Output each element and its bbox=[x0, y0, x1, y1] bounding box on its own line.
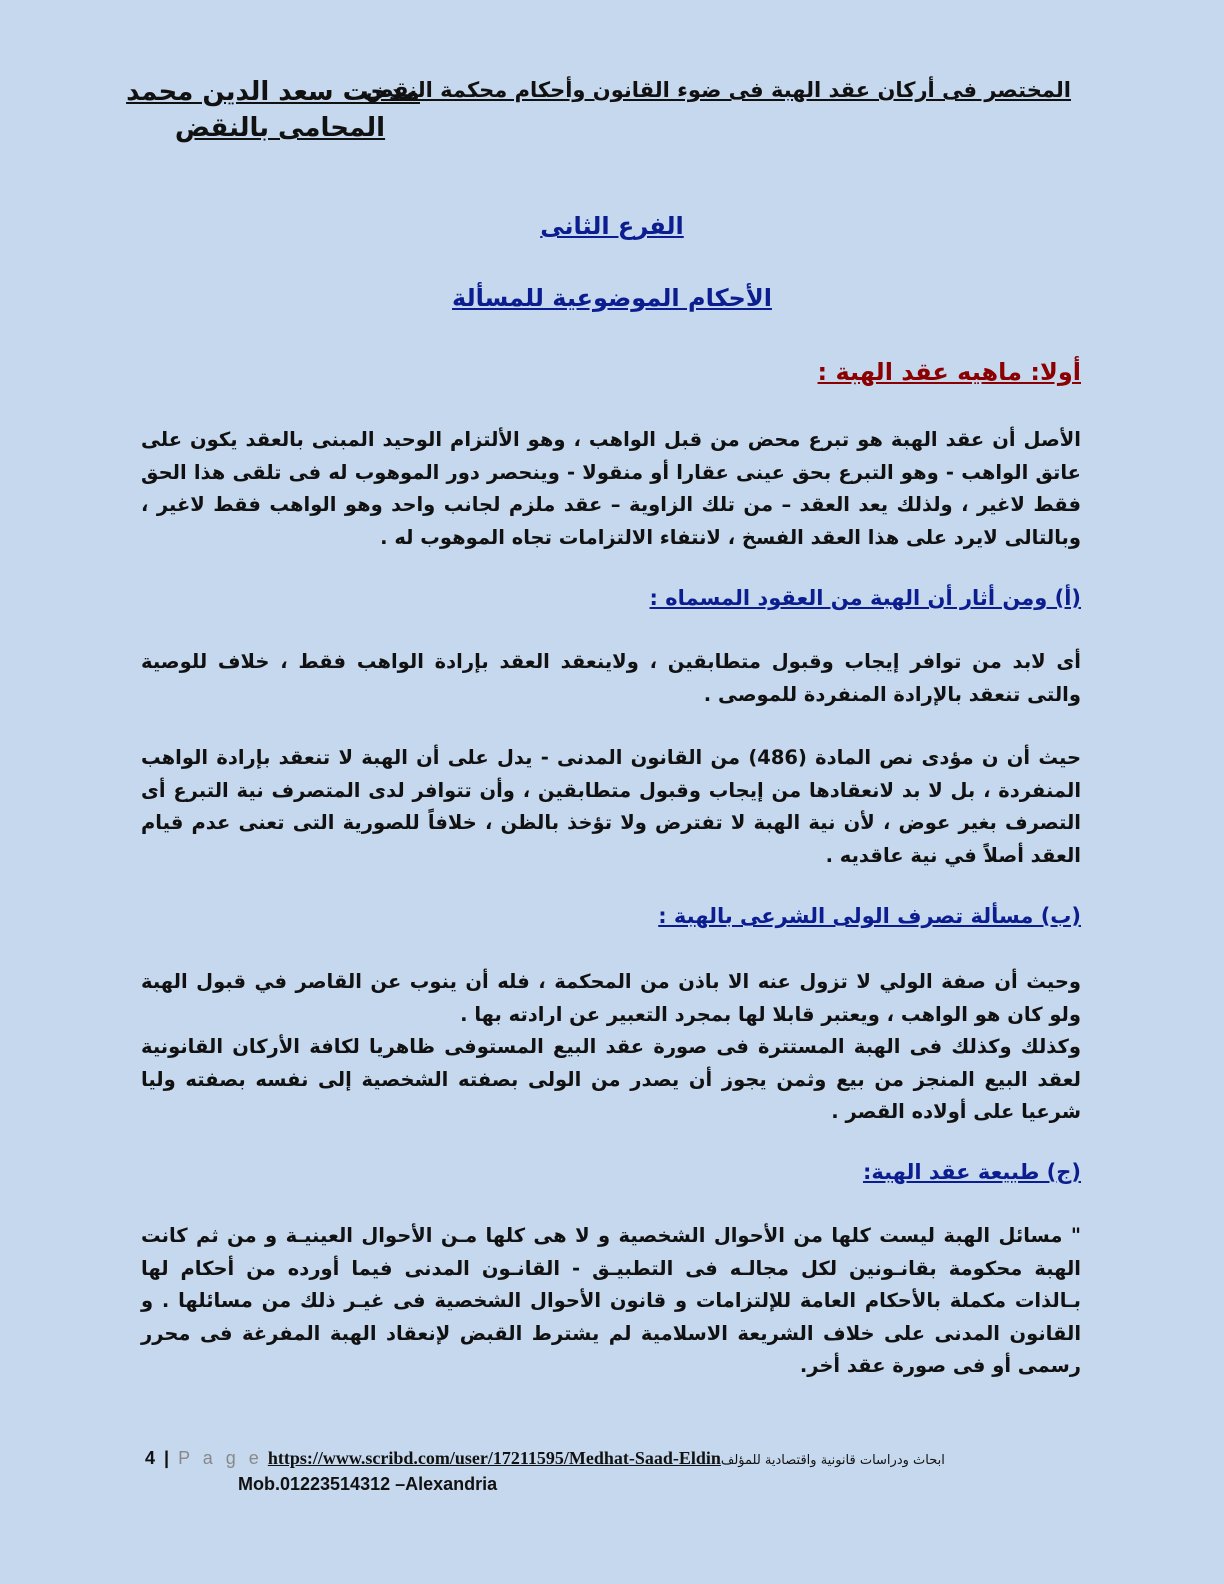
page-label: P a g e bbox=[178, 1448, 263, 1468]
author-name: مدحت سعد الدين محمد bbox=[126, 77, 420, 107]
author-url-link[interactable]: https://www.scribd.com/user/17211595/Medhat-Saad-Eldin bbox=[267, 1448, 721, 1468]
heading-a: (أ) ومن أثار أن الهبة من العقود المسماه : bbox=[649, 586, 1081, 610]
author-note: ابحاث ودراسات قانونية واقتصادية للمؤلف bbox=[720, 1453, 945, 1468]
paragraph-hidden-gift: وكذلك وكذلك فى الهبة المستترة فى صورة عقد البيع المستوفى ظاهريا لكافة الأركان القانونية لعقد البيع المنجز من بيع وثمن يجوز أن يصدر من الولى بصفته الشخصية إلى نفسه بصفته وليا شرعيا على أولاده القصر . bbox=[141, 1035, 1081, 1123]
author-block bbox=[126, 74, 420, 146]
branch-title: الفرع الثانى bbox=[540, 212, 684, 240]
section-title: الأحكام الموضوعية للمسألة bbox=[452, 284, 772, 312]
page-footer bbox=[145, 1448, 1045, 1469]
heading-b: (ب) مسألة تصرف الولى الشرعى بالهبة : bbox=[658, 904, 1081, 928]
heading-c: (ج) طبيعة عقد الهبة: bbox=[862, 1160, 1081, 1184]
heading-definition: أولا: ماهيه عقد الهبة : bbox=[817, 358, 1081, 386]
page-separator: | bbox=[164, 1448, 170, 1468]
paragraph-guardian: وحيث أن صفة الولي لا تزول عنه الا باذن من المحكمة ، فله أن ينوب عن القاصر في قبول الهبة ولو كان هو الواهب ، ويعتبر قابلا لها بمجرد التعبير عن ارادته بها . bbox=[141, 970, 1081, 1026]
paragraph-article-486: حيث أن ن مؤدى نص المادة (486) من القانون المدنى - يدل على أن الهبة لا تنعقد بإرادة الواهب المنفردة ، بل لا بد لانعقادها من إيجاب وقبول متطابقين ، وأن تتوافر لدى المتصرف نية التبرع أى التصرف بغير عوض ، لأن نية الهبة لا تفترض ولا تؤخذ بالظن ، خلافاً للصورية التى تعنى عدم قيام العقد أصلاً في نية عاقديه . bbox=[141, 746, 1082, 867]
paragraph-nature: " مسائل الهبة ليست كلها من الأحوال الشخصية و لا هى كلها مـن الأحوال العينيـة و من ثم كانت الهبة محكومة بقانـونين لكل مجالـه فى التطبيـق - القانـون المدنى فيما أورده من أحكام لها بـالذات مكملة بالأحكام العامة للإلتزامات و قانون الأحوال الشخصية فى غيـر ذلك من مسائلها . و القانون المدنى على خلاف الشريعة الاسلامية لم يشترط القبض لإنعقاد الهبة المفرغة فى محرر رسمى أو فى صورة عقد أخر. bbox=[141, 1224, 1081, 1377]
mobile-contact: Mob.01223514312 –Alexandria bbox=[238, 1474, 498, 1494]
paragraph-offer-acceptance: أى لابد من توافر إيجاب وقبول متطابقين ، ولاينعقد العقد بإرادة الواهب فقط ، خلاف للوصية والتى تنعقد بالإرادة المنفردة للموصى . bbox=[141, 650, 1081, 706]
paragraph-definition: الأصل أن عقد الهبة هو تبرع محض من قبل الواهب ، وهو الألتزام الوحيد المبنى بالعقد يكون على عاتق الواهب - وهو التبرع بحق عينى عقارا أو منقولا - وينحصر دور الموهوب له فى تلقى هذا الحق فقط لاغير ، ولذلك يعد العقد – من تلك الزاوية – عقد ملزم لجانب واحد وهو الواهب فقط لاغير ، وبالتالى لايرد على هذا العقد الفسخ ، لانتفاء الالتزامات تجاه الموهوب له . bbox=[141, 428, 1081, 549]
page-number: 4 bbox=[145, 1448, 156, 1468]
book-title: المختصر فى أركان عقد الهبة فى ضوء القانون وأحكام محكمة النقض bbox=[365, 78, 1071, 102]
author-role: المحامى بالنقض bbox=[174, 113, 386, 143]
